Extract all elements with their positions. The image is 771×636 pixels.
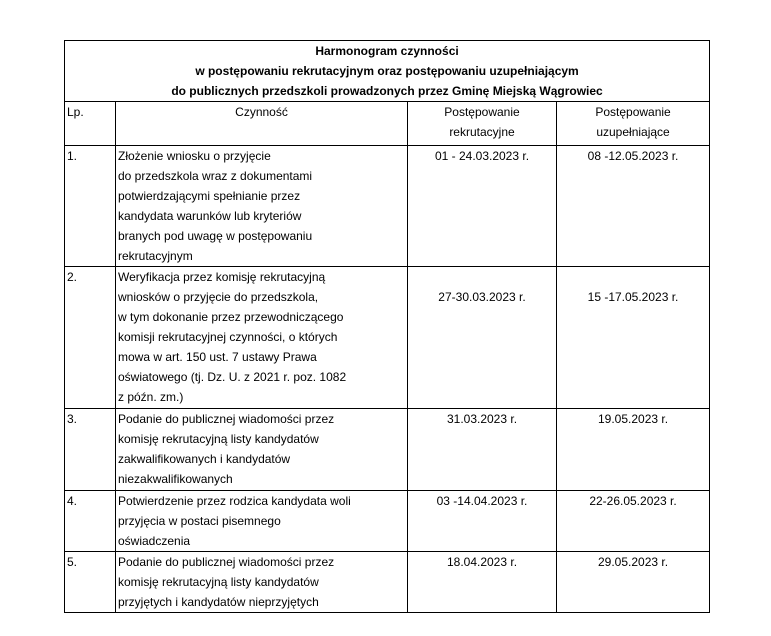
table-row	[65, 146, 710, 267]
row-activity	[116, 409, 408, 491]
recruitment-date: 03 -14.04.2023 r.	[408, 491, 557, 552]
title-line-1: Harmonogram czynności	[315, 44, 459, 58]
recruitment-date: 27-30.03.2023 r.	[408, 267, 557, 409]
row-activity	[116, 552, 408, 613]
activity-line: zakwalifikowanych i kandydatów	[118, 452, 291, 466]
activity-line: Weryfikacja przez komisję rekrutacyjną	[118, 270, 326, 284]
recruitment-date: 18.04.2023 r.	[408, 552, 557, 613]
row-number: 5.	[65, 552, 116, 613]
activity-line: potwierdzającymi spełnianie przez	[118, 189, 301, 203]
activity-line: przyjętych i kandydatów nieprzyjętych	[118, 595, 319, 609]
table-row	[65, 552, 710, 613]
header-activity: Czynność	[116, 102, 408, 146]
activity-line: wniosków o przyjęcie do przedszkola,	[118, 290, 319, 304]
activity-line: niezakwalifikowanych	[118, 472, 233, 486]
row-activity	[116, 146, 408, 267]
header-supplementary-line-2: uzupełniające	[596, 125, 670, 139]
activity-line: mowa w art. 150 ust. 7 ustawy Prawa	[118, 350, 317, 364]
activity-line: rekrutacyjnym	[118, 249, 193, 263]
table-title	[65, 41, 710, 102]
row-activity	[116, 267, 408, 409]
activity-line: branych pod uwagę w postępowaniu	[118, 229, 313, 243]
header-supplementary	[557, 102, 710, 146]
supplementary-date: 15 -17.05.2023 r.	[557, 267, 710, 409]
activity-line: Podanie do publicznej wiadomości przez	[118, 555, 335, 569]
activity-line: komisji rekrutacyjnej czynności, o których	[118, 330, 338, 344]
header-recruitment-line-1: Postępowanie	[444, 105, 520, 119]
row-number: 3.	[65, 409, 116, 491]
supplementary-date: 22-26.05.2023 r.	[557, 491, 710, 552]
activity-line: w tym dokonanie przez przewodniczącego	[118, 310, 344, 324]
activity-line: przyjęcia w postaci pisemnego	[118, 514, 281, 528]
recruitment-date: 01 - 24.03.2023 r.	[408, 146, 557, 267]
activity-line: komisję rekrutacyjną listy kandydatów	[118, 575, 319, 589]
supplementary-date: 29.05.2023 r.	[557, 552, 710, 613]
activity-line: oświatowego (tj. Dz. U. z 2021 r. poz. 1082	[118, 370, 347, 384]
header-row	[65, 102, 710, 146]
document-page	[64, 40, 709, 613]
row-number: 1.	[65, 146, 116, 267]
table-row	[65, 267, 710, 409]
table-row	[65, 409, 710, 491]
row-activity	[116, 491, 408, 552]
table-row	[65, 491, 710, 552]
title-row	[65, 41, 710, 102]
activity-line: komisję rekrutacyjną listy kandydatów	[118, 432, 319, 446]
activity-line: z późn. zm.)	[118, 390, 184, 404]
activity-line: Potwierdzenie przez rodzica kandydata woli	[118, 494, 351, 508]
activity-line: do przedszkola wraz z dokumentami	[118, 169, 313, 183]
activity-line: kandydata warunków lub kryteriów	[118, 209, 302, 223]
activity-line: Podanie do publicznej wiadomości przez	[118, 412, 335, 426]
supplementary-date: 08 -12.05.2023 r.	[557, 146, 710, 267]
header-supplementary-line-1: Postępowanie	[595, 105, 671, 119]
recruitment-date: 31.03.2023 r.	[408, 409, 557, 491]
activity-line: Złożenie wniosku o przyjęcie	[118, 149, 271, 163]
row-number: 4.	[65, 491, 116, 552]
row-number: 2.	[65, 267, 116, 409]
header-lp: Lp.	[65, 102, 116, 146]
supplementary-date: 19.05.2023 r.	[557, 409, 710, 491]
title-line-3: do publicznych przedszkoli prowadzonych przez Gminę Miejską Wągrowiec	[171, 84, 603, 98]
activity-line: oświadczenia	[118, 534, 191, 548]
header-recruitment-line-2: rekrutacyjne	[449, 125, 515, 139]
schedule-table	[64, 40, 710, 613]
header-recruitment	[408, 102, 557, 146]
title-line-2: w postępowaniu rekrutacyjnym oraz postępowaniu uzupełniającym	[195, 64, 579, 78]
